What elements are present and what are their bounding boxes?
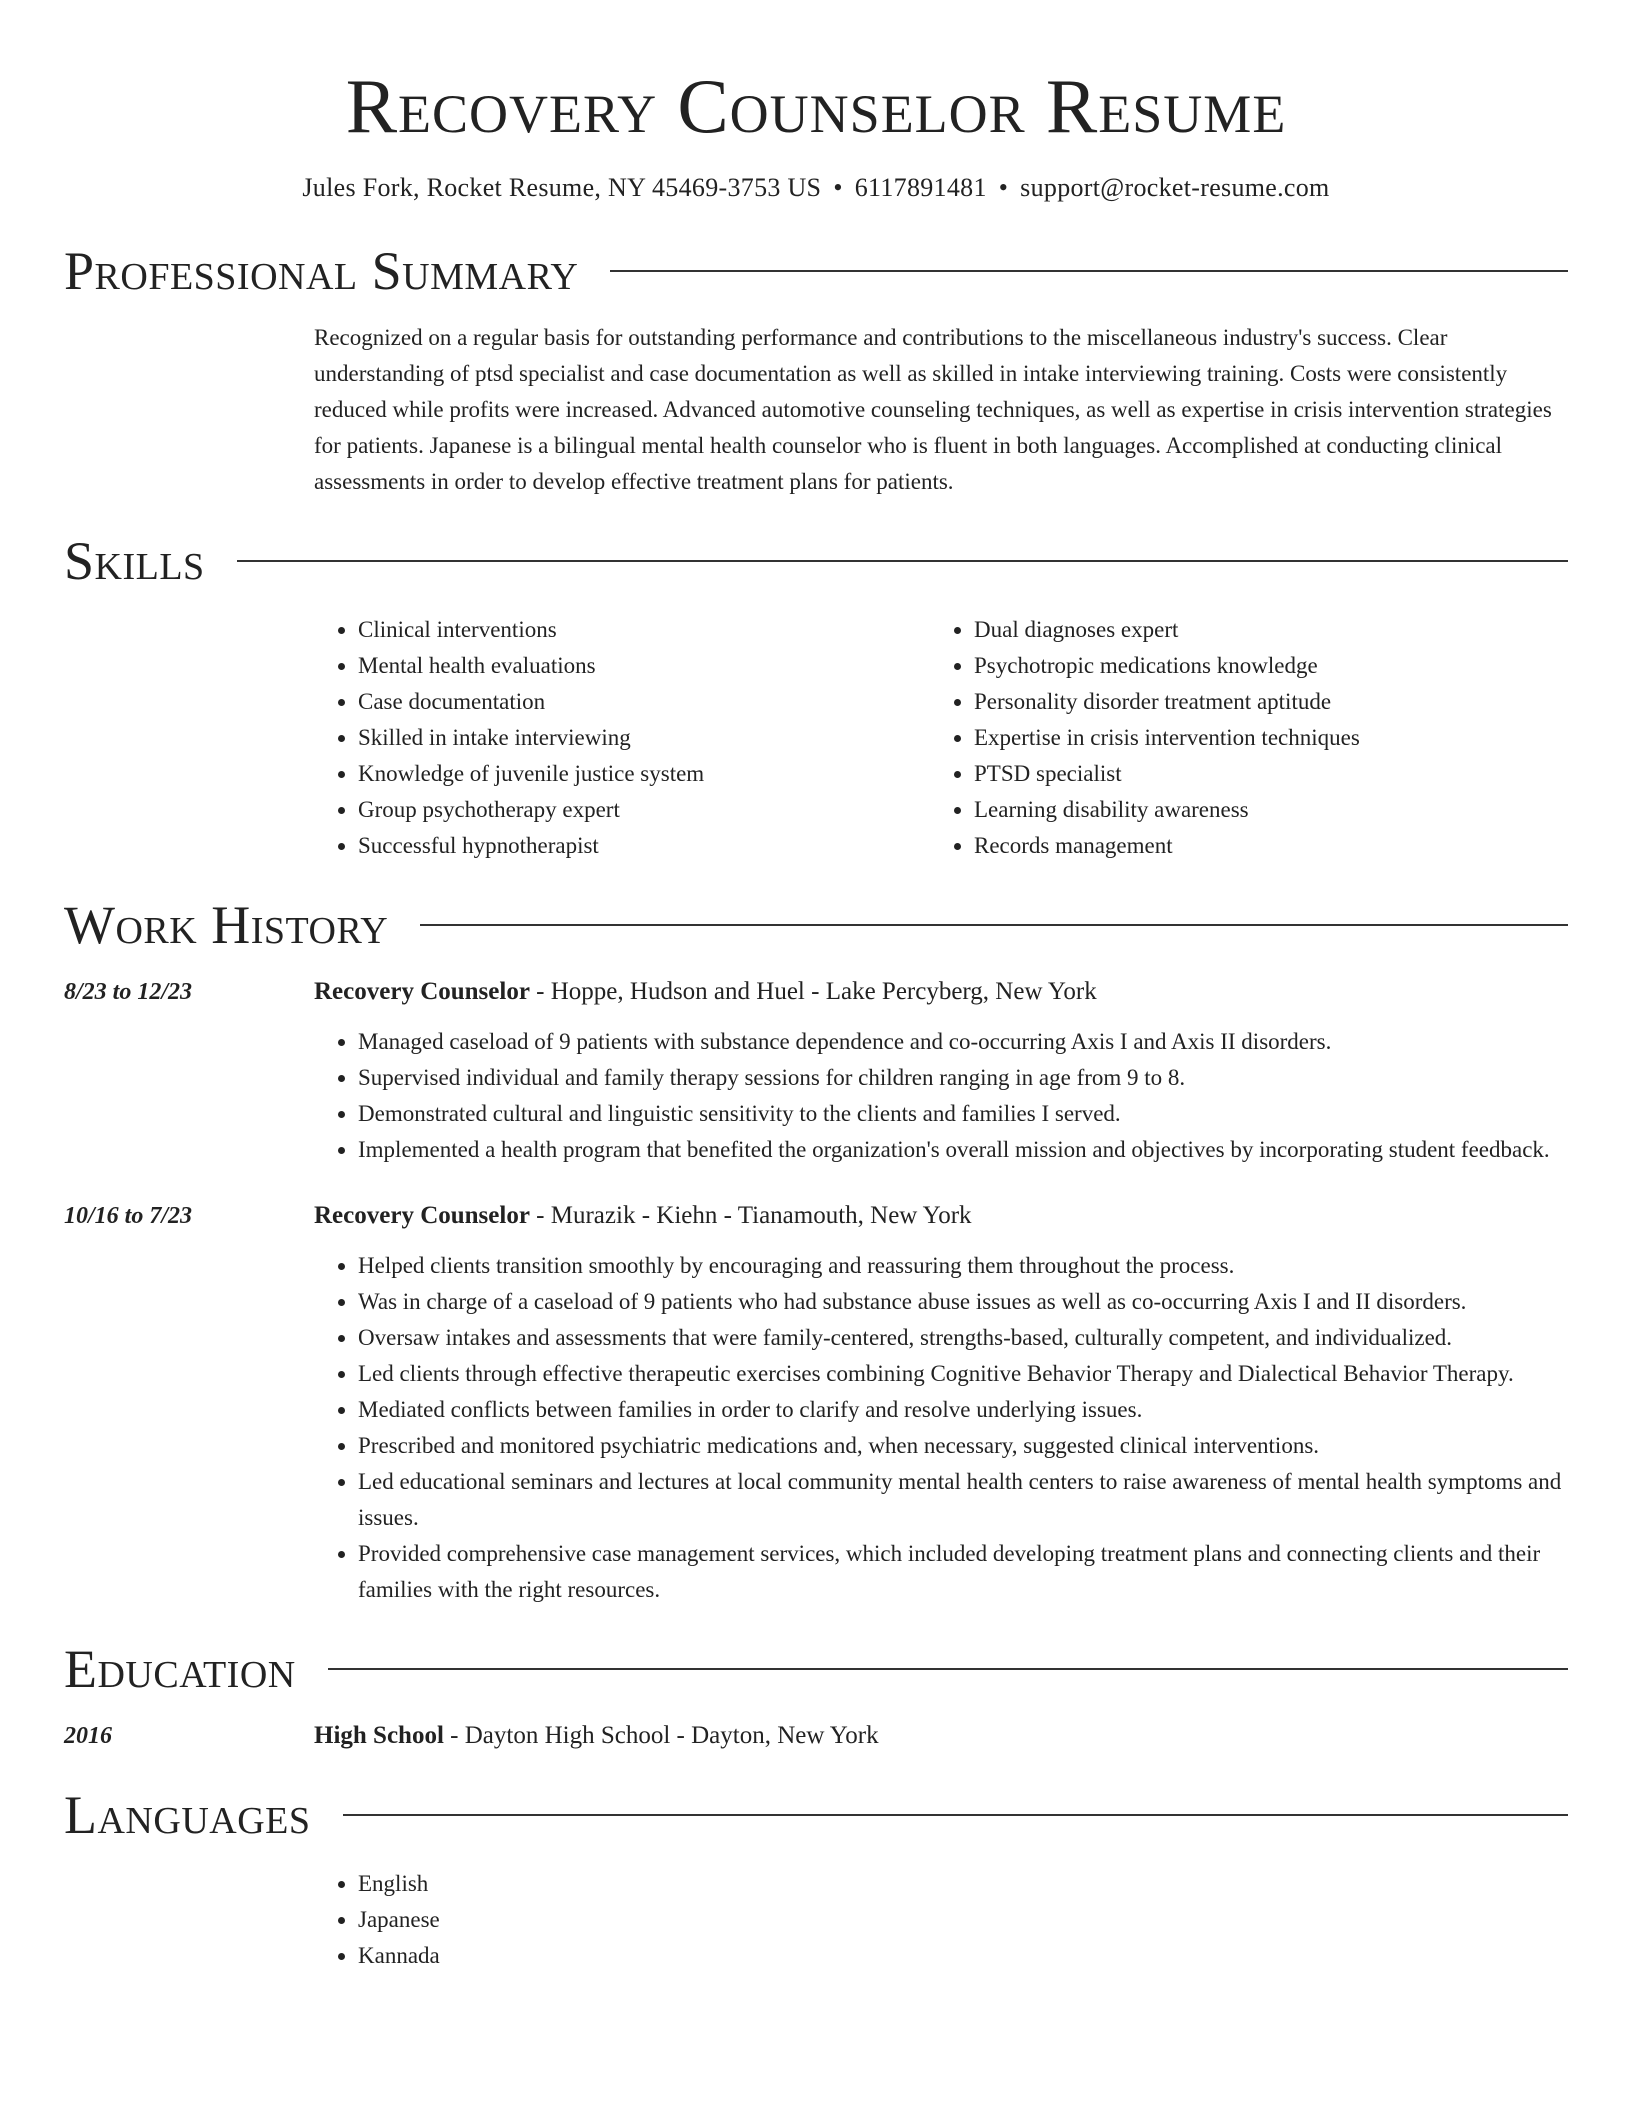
languages-heading: Languages	[64, 1785, 311, 1845]
skill-item: • Successful hypnotherapist	[358, 828, 930, 864]
resume-page	[64, 0, 1568, 1974]
education-heading: Education	[64, 1639, 296, 1699]
job-dates: 8/23 to 12/23	[64, 979, 193, 1005]
education-degree: High School	[314, 1722, 444, 1749]
language-item: • Kannada	[358, 1938, 1568, 1974]
education-year: 2016	[64, 1723, 112, 1749]
summary-section	[64, 236, 1568, 500]
skill-item: • Records management	[974, 828, 1546, 864]
languages-section	[64, 1780, 1568, 1974]
job-title-line	[314, 974, 1097, 1010]
skill-item: • Knowledge of juvenile justice system	[358, 756, 930, 792]
job-dates: 10/16 to 7/23	[64, 1203, 193, 1229]
skills-list-left	[314, 612, 930, 864]
contact-line	[64, 172, 1568, 204]
section-divider	[328, 1668, 1568, 1670]
education-section	[64, 1634, 1568, 1754]
job-title: Recovery Counselor	[314, 1202, 530, 1229]
job-title-line	[314, 1198, 972, 1234]
skills-heading: Skills	[64, 531, 205, 591]
skill-item: • Expertise in crisis intervention techniques	[974, 720, 1546, 756]
job-bullet: • Oversaw intakes and assessments that were family-centered, strengths-based, culturally competent, and individualized.	[358, 1320, 1568, 1356]
skills-section	[64, 526, 1568, 864]
contact-phone: 6117891481	[854, 173, 987, 202]
skill-item: • PTSD specialist	[974, 756, 1546, 792]
section-divider	[420, 924, 1568, 926]
job-entry	[64, 974, 1568, 1168]
job-bullet-list	[314, 1248, 1568, 1608]
job-bullet: • Prescribed and monitored psychiatric medications and, when necessary, suggested clinical interventions.	[358, 1428, 1568, 1464]
job-header	[64, 974, 1568, 1010]
job-bullet: • Supervised individual and family therapy sessions for children ranging in age from 9 to 8.	[358, 1060, 1568, 1096]
section-divider	[343, 1814, 1569, 1816]
languages-heading-row	[64, 1780, 1568, 1850]
contact-address: Jules Fork, Rocket Resume, NY 45469-3753 US	[302, 173, 822, 202]
job-bullet: • Mediated conflicts between families in order to clarify and resolve underlying issues.	[358, 1392, 1568, 1428]
language-item: • Japanese	[358, 1902, 1568, 1938]
job-bullet: • Led clients through effective therapeutic exercises combining Cognitive Behavior Therapy and Dialectical Behavior Therapy.	[358, 1356, 1568, 1392]
job-employer: - Murazik - Kiehn - Tianamouth, New York	[529, 1202, 972, 1229]
summary-text: Recognized on a regular basis for outstanding performance and contributions to the miscellaneous industry's success. Clear understanding of ptsd specialist and case documentation as well as skilled in intake interviewing training. Costs were consistently reduced while profits were increased. Advanced automotive counseling techniques, as well as expertise in crisis intervention strategies for patients. Japanese is a bilingual mental health counselor who is fluent in both languages. Accomplished at conducting clinical assessments in order to develop effective treatment plans for patients.	[314, 325, 1552, 494]
job-bullet: • Helped clients transition smoothly by encouraging and reassuring them throughout the process.	[358, 1248, 1568, 1284]
skill-item: • Case documentation	[358, 684, 930, 720]
skill-item: • Dual diagnoses expert	[974, 612, 1546, 648]
skill-item: • Skilled in intake interviewing	[358, 720, 930, 756]
resume-title: Recovery Counselor Resume	[345, 63, 1287, 149]
job-title: Recovery Counselor	[314, 978, 530, 1005]
contact-email: support@rocket-resume.com	[1020, 173, 1330, 202]
education-school: - Dayton High School - Dayton, New York	[443, 1722, 879, 1749]
languages-list	[314, 1866, 1568, 1974]
skills-heading-row	[64, 526, 1568, 596]
skill-item: • Learning disability awareness	[974, 792, 1546, 828]
job-header	[64, 1198, 1568, 1234]
separator-bullet: •	[833, 173, 843, 202]
job-bullet: • Managed caseload of 9 patients with substance dependence and co-occurring Axis I and Axis II disorders.	[358, 1024, 1568, 1060]
job-bullet-list	[314, 1024, 1568, 1168]
job-bullet: • Provided comprehensive case management services, which included developing treatment plans and connecting clients and their families with the right resources.	[358, 1536, 1568, 1608]
job-entry	[64, 1198, 1568, 1608]
job-bullet: • Implemented a health program that benefited the organization's overall mission and objectives by incorporating student feedback.	[358, 1132, 1568, 1168]
work-heading: Work History	[64, 895, 389, 955]
summary-body	[314, 320, 1568, 500]
education-heading-row	[64, 1634, 1568, 1704]
skill-item: • Group psychotherapy expert	[358, 792, 930, 828]
languages-body	[314, 1866, 1568, 1974]
skill-item: • Clinical interventions	[358, 612, 930, 648]
skills-list-right	[930, 612, 1546, 864]
job-bullet: • Demonstrated cultural and linguistic sensitivity to the clients and families I served.	[358, 1096, 1568, 1132]
section-divider	[610, 270, 1568, 272]
skill-item: • Mental health evaluations	[358, 648, 930, 684]
summary-heading: Professional Summary	[64, 241, 579, 301]
job-bullet: • Was in charge of a caseload of 9 patients who had substance abuse issues as well as co-occurring Axis I and II disorders.	[358, 1284, 1568, 1320]
job-employer: - Hoppe, Hudson and Huel - Lake Percyberg, New York	[529, 978, 1097, 1005]
education-line	[314, 1718, 879, 1754]
job-bullet: • Led educational seminars and lectures at local community mental health centers to raise awareness of mental health symptoms and issues.	[358, 1464, 1568, 1536]
skill-item: • Personality disorder treatment aptitude	[974, 684, 1546, 720]
work-history-section	[64, 890, 1568, 1608]
separator-bullet: •	[998, 173, 1009, 202]
skill-item: • Psychotropic medications knowledge	[974, 648, 1546, 684]
section-divider	[237, 560, 1568, 562]
skills-columns	[314, 612, 1568, 864]
work-heading-row	[64, 890, 1568, 960]
education-entry	[64, 1718, 1568, 1754]
summary-heading-row	[64, 236, 1568, 306]
language-item: • English	[358, 1866, 1568, 1902]
